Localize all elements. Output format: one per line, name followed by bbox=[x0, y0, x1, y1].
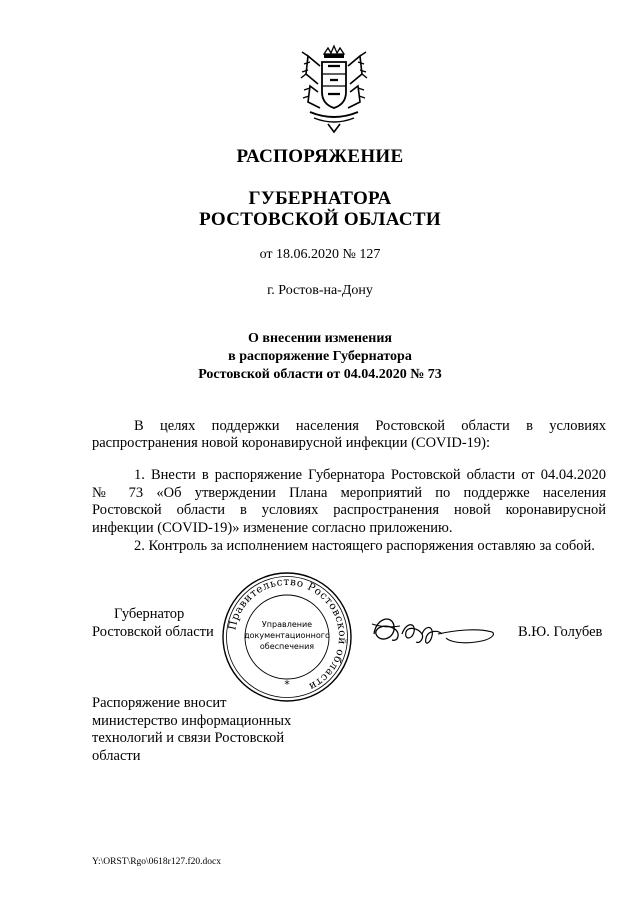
subject-line-3: Ростовской области от 04.04.2020 № 73 bbox=[198, 367, 442, 382]
preamble-line-1: В целях поддержки населения Ростовской области в условиях bbox=[134, 418, 606, 434]
seal-ring-text: Правительство Ростовской области bbox=[226, 575, 349, 693]
signer-title-line-1: Губернатор bbox=[114, 606, 185, 622]
item-1-line-3: Ростовской области в условиях распространения новой коронавирусной bbox=[92, 502, 606, 518]
item-2: 2. Контроль за исполнением настоящего распоряжения оставляю за собой. bbox=[134, 538, 595, 554]
issuer-line-2: РОСТОВСКОЙ ОБЛАСТИ bbox=[199, 209, 441, 230]
author-line-1: Распоряжение вносит bbox=[92, 695, 227, 711]
official-seal-stamp bbox=[220, 570, 354, 704]
coat-of-arms-emblem bbox=[298, 44, 370, 134]
item-1-line-1: 1. Внести в распоряжение Губернатора Ростовской области от 04.04.2020 bbox=[134, 467, 606, 483]
document-city: г. Ростов-на-Дону bbox=[267, 283, 373, 298]
seal-star: * bbox=[284, 678, 290, 691]
subject-line-1: О внесении изменения bbox=[248, 331, 392, 346]
preamble-line-2: распространения новой коронавирусной инфекции (COVID-19): bbox=[92, 435, 491, 451]
item-1-line-4: инфекции (COVID-19)» изменение согласно приложению. bbox=[92, 520, 453, 536]
signer-title-line-2: Ростовской области bbox=[92, 624, 214, 640]
author-line-3: технологий и связи Ростовской bbox=[92, 730, 285, 746]
seal-center-line-3: обеспечения bbox=[259, 642, 315, 651]
subject-line-2: в распоряжение Губернатора bbox=[228, 349, 412, 364]
author-line-4: области bbox=[92, 747, 141, 764]
issuer-line-1: ГУБЕРНАТОРА bbox=[248, 188, 392, 209]
handwritten-signature bbox=[366, 604, 500, 654]
document-type-heading: РАСПОРЯЖЕНИЕ bbox=[236, 146, 404, 167]
author-line-2: министерство информационных bbox=[92, 712, 292, 729]
signer-name: В.Ю. Голубев bbox=[518, 624, 603, 640]
author-block bbox=[92, 695, 332, 765]
file-path-footer: Y:\ORST\Rgo\0618r127.f20.docx bbox=[92, 857, 221, 867]
item-1-line-2: № 73 «Об утверждении Плана мероприятий по поддержке населения bbox=[92, 485, 606, 501]
document-date-number: от 18.06.2020 № 127 bbox=[259, 247, 381, 262]
seal-center-line-2: документационного bbox=[244, 631, 330, 640]
seal-center-line-1: Управление bbox=[261, 620, 313, 629]
